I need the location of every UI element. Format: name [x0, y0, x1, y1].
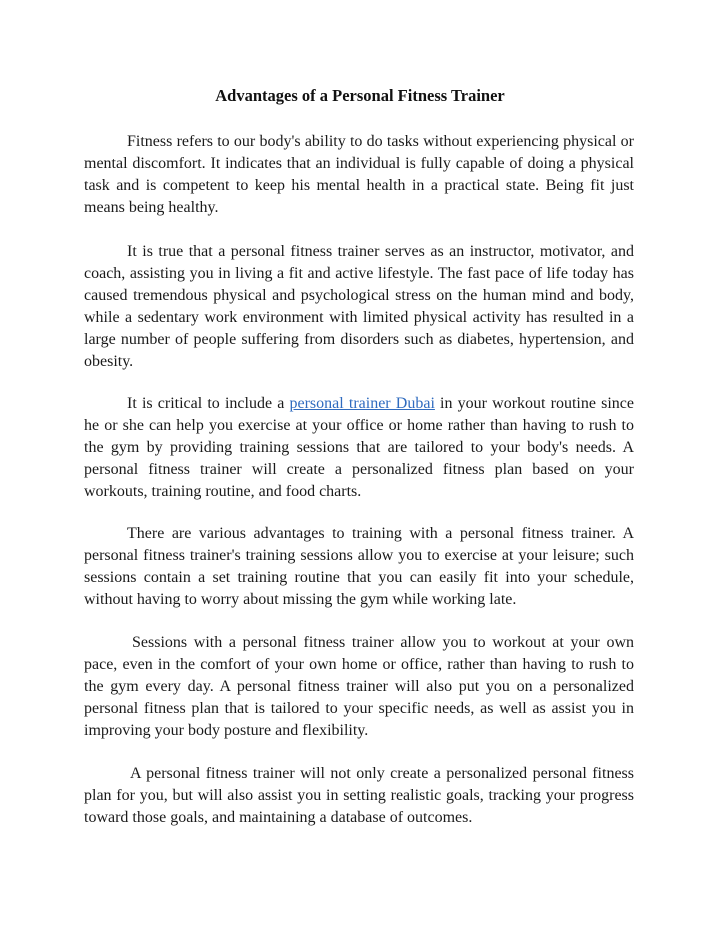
page-title: Advantages of a Personal Fitness Trainer	[215, 86, 505, 105]
paragraph-trainer-role: It is true that a personal fitness trainer serves as an instructor, motivator, and coach, assisting you in living a fit and active lifestyle. The fast pace of life today has caused tremendous physical and psychological stress on the human mind and body, while a sedentary work environment with limited physical activity has resulted in a large number of people suffering from disorders such as diabetes, hypertension, and obesity.	[84, 243, 634, 370]
paragraph-fitness-definition: Fitness refers to our body's ability to do tasks without experiencing physical or mental discomfort. It indicates that an individual is fully capable of doing a physical task and is competent to keep his mental health in a practical state. Being fit just means being healthy.	[84, 133, 634, 216]
personal-trainer-dubai-link[interactable]: personal trainer Dubai	[289, 395, 435, 412]
paragraph-goals: A personal fitness trainer will not only create a personalized personal fitness plan for you, but will also assist you in setting realistic goals, tracking your progress toward those goals, and maintaining a database of outcomes.	[84, 765, 634, 826]
paragraph-advantages: There are various advantages to training with a personal fitness trainer. A personal fitness trainer's training sessions allow you to exercise at your leisure; such sessions contain a set training routine that you can easily fit into your schedule, without having to worry about missing the gym while working late.	[84, 525, 634, 608]
paragraph-text-after-link: in your workout routine since he or she can help you exercise at your office or home rather than having to rush to the gym by providing training sessions that are tailored to your body's needs. A personal fitness trainer will create a personalized fitness plan based on your workouts, training routine, and food charts.	[84, 395, 635, 500]
paragraph-trainer-dubai	[84, 393, 634, 503]
paragraph-sessions: Sessions with a personal fitness trainer allow you to workout at your own pace, even in the comfort of your own home or office, rather than having to rush to the gym every day. A personal fitness trainer will also put you on a personalized personal fitness plan that is tailored to your specific needs, as well as assist you in improving your body posture and flexibility.	[84, 634, 634, 739]
paragraph-text-before-link: It is critical to include a	[127, 395, 290, 412]
